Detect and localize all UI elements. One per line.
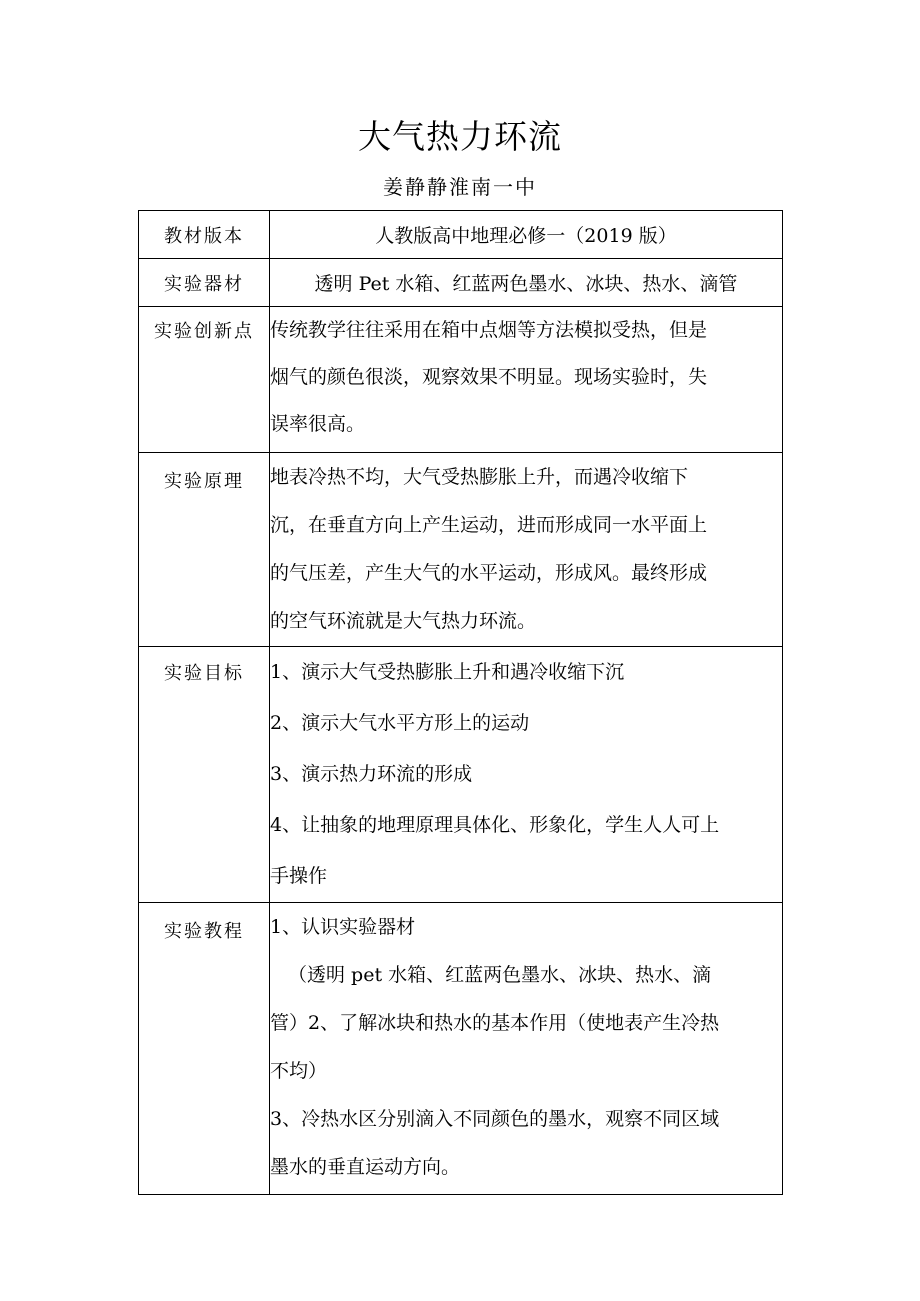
- row-label: 实验原理: [139, 453, 270, 647]
- row-value: [270, 903, 783, 1195]
- row-value: 人教版高中地理必修一（2019 版）: [270, 211, 783, 259]
- text-line: 墨水的垂直运动方向。: [270, 1156, 461, 1178]
- text-line: 4、让抽象的地理原理具体化、形象化，学生人人可上: [270, 814, 720, 836]
- text-line: 的空气环流就是大气热力环流。: [270, 610, 537, 632]
- row-label: 教材版本: [139, 211, 270, 259]
- row-value: [270, 307, 783, 453]
- text-line: 1、演示大气受热膨胀上升和遇冷收缩下沉: [270, 661, 625, 683]
- row-value: 透明 Pet 水箱、红蓝两色墨水、冰块、热水、滴管: [270, 259, 783, 307]
- info-table: [138, 210, 783, 1195]
- row-label: 实验教程: [139, 903, 270, 1195]
- text-line: （透明 pet 水箱、红蓝两色墨水、冰块、热水、滴: [288, 964, 712, 986]
- table-row-textbook: [139, 211, 783, 259]
- text-line: 3、冷热水区分别滴入不同颜色的墨水，观察不同区域: [270, 1108, 720, 1130]
- table-row-innovation: [139, 307, 783, 453]
- table-row-tutorial: [139, 903, 783, 1195]
- text-line: 不均）: [270, 1060, 328, 1082]
- text-line: 误率很高。: [270, 413, 366, 435]
- text-line: 管）2、了解冰块和热水的基本作用（使地表产生冷热: [270, 1012, 720, 1034]
- row-value: [270, 647, 783, 903]
- table-row-principle: [139, 453, 783, 647]
- text-line: 手操作: [270, 865, 328, 887]
- author-line: 姜静静淮南一中: [383, 175, 537, 199]
- row-label: 实验创新点: [139, 307, 270, 453]
- row-label: 实验目标: [139, 647, 270, 903]
- table-row-materials: [139, 259, 783, 307]
- text-line: 的气压差，产生大气的水平运动，形成风。最终形成: [270, 562, 708, 584]
- text-line: 3、演示热力环流的形成: [270, 763, 473, 785]
- text-line: 沉，在垂直方向上产生运动，进而形成同一水平面上: [270, 514, 708, 536]
- text-line: 1、认识实验器材: [270, 916, 416, 938]
- table-row-goals: [139, 647, 783, 903]
- text-line: 2、演示大气水平方形上的运动: [270, 712, 530, 734]
- text-line: 传统教学往往采用在箱中点烟等方法模拟受热，但是: [270, 319, 708, 341]
- text-line: 烟气的颜色很淡，观察效果不明显。现场实验时，失: [270, 366, 708, 388]
- text-line: 地表冷热不均，大气受热膨胀上升，而遇冷收缩下: [270, 466, 689, 488]
- document-title: 大气热力环流: [358, 117, 562, 156]
- row-value: [270, 453, 783, 647]
- row-label: 实验器材: [139, 259, 270, 307]
